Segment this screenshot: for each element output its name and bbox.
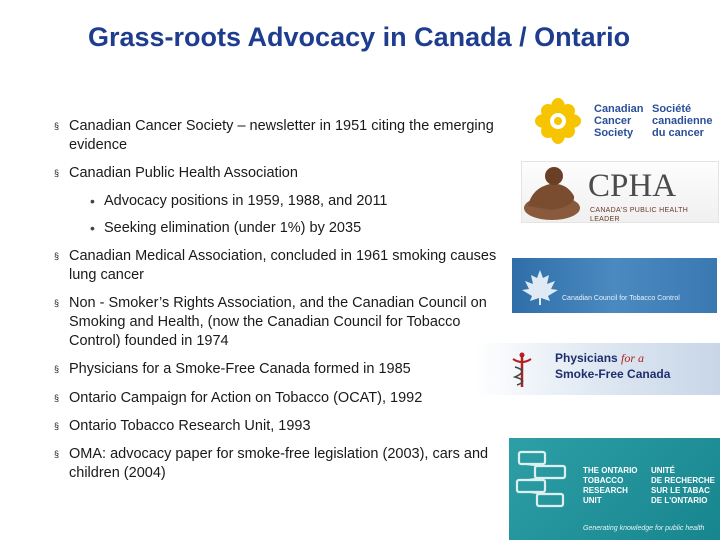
ccs-logo	[532, 95, 717, 147]
daffodil-icon	[534, 97, 582, 145]
bullet-marker: §	[54, 421, 60, 431]
bullet-marker: §	[54, 393, 60, 403]
bullet-item	[54, 247, 509, 285]
bullet-marker: §	[54, 449, 60, 459]
bullet-item	[54, 164, 509, 183]
maple-leaf-icon	[520, 268, 560, 306]
bullet-text: Canadian Public Health Association	[69, 165, 298, 181]
bullet-item	[54, 294, 509, 351]
sub-bullet-item	[90, 219, 510, 238]
sub-bullet-text: Advocacy positions in 1959, 1988, and 2011	[104, 193, 388, 209]
bullet-marker: §	[54, 121, 60, 131]
bullet-text: Ontario Campaign for Action on Tobacco (OCAT), 1992	[69, 390, 423, 406]
sub-bullet-marker: •	[90, 220, 95, 236]
bullet-text: Physicians for a Smoke-Free Canada formed in 1985	[69, 361, 411, 377]
cctc-name: Canadian Council for Tobacco Control	[562, 295, 680, 302]
ccs-french-name: Société canadienne du cancer	[652, 103, 713, 139]
sub-bullet-text: Seeking elimination (under 1%) by 2035	[104, 220, 362, 236]
otru-french-name: UNITÉ DE RECHERCHE SUR LE TABAC DE L'ONTARIO	[651, 466, 716, 505]
bullet-item	[54, 117, 509, 155]
cctc-logo	[512, 258, 717, 313]
bullet-item	[54, 360, 509, 379]
otru-symbol-icon	[513, 446, 577, 510]
bullet-item	[54, 389, 509, 408]
cpha-figure-icon	[522, 162, 584, 222]
otru-logo	[509, 438, 720, 540]
sub-bullet-marker: •	[90, 193, 95, 209]
ccs-english-name: Canadian Cancer Society	[594, 103, 644, 139]
bullet-text: Ontario Tobacco Research Unit, 1993	[69, 418, 311, 434]
psfc-logo	[475, 343, 720, 395]
otru-slogan: Generating knowledge for public health	[583, 525, 705, 532]
bullet-marker: §	[54, 298, 60, 308]
psfc-line-1: Physicians for a	[555, 351, 645, 365]
bullet-marker: §	[54, 251, 60, 261]
otru-english-name: THE ONTARIO TOBACCO RESEARCH UNIT	[583, 466, 638, 505]
bullet-text: OMA: advocacy paper for smoke-free legislation (2003), cars and children (2004)	[69, 446, 489, 481]
caduceus-icon	[505, 351, 539, 389]
cpha-tagline: CANADA'S PUBLIC HEALTH LEADER	[590, 207, 689, 223]
sub-bullet-item	[90, 192, 510, 211]
bullet-marker: §	[54, 364, 60, 374]
bullet-item	[54, 445, 509, 483]
bullet-text: Canadian Cancer Society – newsletter in 1951 citing the emerging evidence	[69, 118, 494, 153]
slide-title: Grass-roots Advocacy in Canada / Ontario	[88, 22, 631, 52]
cpha-acronym: CPHA	[588, 168, 677, 204]
bullet-item	[54, 417, 509, 436]
cpha-logo	[521, 161, 719, 223]
bullet-text: Non - Smoker’s Rights Association, and the Canadian Council on Smoking and Health, (now the Canadian Council for Tobacco Control) founded in 1974	[69, 295, 487, 349]
psfc-line-2: Smoke-Free Canada	[555, 367, 671, 381]
bullet-marker: §	[54, 168, 60, 178]
bullet-text: Canadian Medical Association, concluded in 1961 smoking causes lung cancer	[69, 248, 497, 283]
